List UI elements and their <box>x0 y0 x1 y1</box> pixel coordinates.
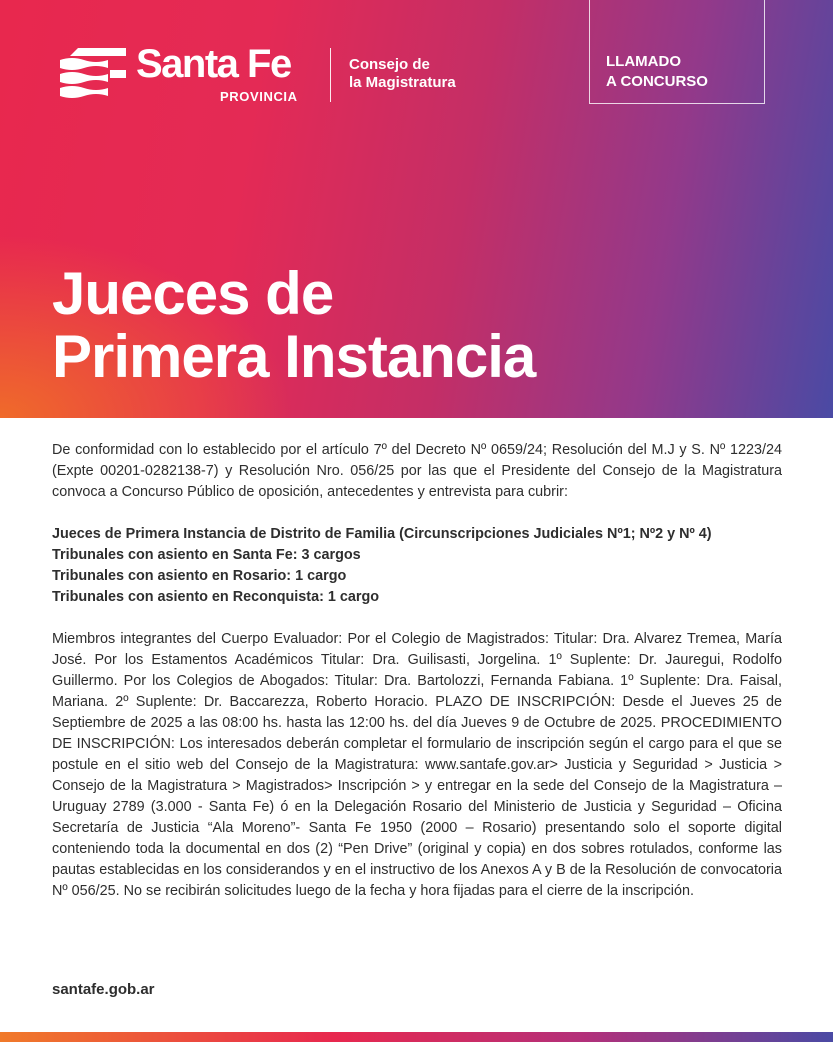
position-item: Tribunales con asiento en Santa Fe: 3 cargos <box>52 547 361 563</box>
org-line-2: la Magistratura <box>349 74 456 91</box>
page-title <box>52 262 535 388</box>
logo-divider <box>330 48 331 102</box>
logo-name: Santa Fe <box>136 42 291 86</box>
llamado-text <box>606 52 708 92</box>
organization-name <box>349 56 456 92</box>
org-line-1: Consejo de <box>349 56 430 73</box>
bottom-gradient-bar <box>0 1032 833 1042</box>
badge-line-1: LLAMADO <box>606 53 681 70</box>
details-paragraph: Miembros integrantes del Cuerpo Evaluador: Por el Colegio de Magistrados: Titular: Dra. Alvarez Tremea, María José. Por los Estamentos Académicos Titular: Dra. Guilisasti, Jorgelina. 1º Suplente: Dr. Jauregui, Rodolfo Guillermo. Por los Colegios de Abogados: Titular: Dra. Bartolozzi, Fernanda Fabiana. 1º Suplente: Dra. Faisal, Mariana. 2º Suplente: Dr. Baccarezza, Roberto Horacio. PLAZO DE INSCRIPCIÓN: Desde el Jueves 25 de Septiembre de 2025 a las 08:00 hs. hasta las 12:00 hs. del día Jueves 9 de Octubre de 2025. PROCEDIMIENTO DE INSCRIPCIÓN: Los interesados deberán completar el formulario de inscripción según el cargo para el que se postule en el sitio web del Consejo de la Magistratura: www.santafe.gov.ar> Justicia y Seguridad > Justicia > Consejo de la Magistratura > Magistrados> Inscripción > y entregar en la sede del Consejo de la Magistratura – Uruguay 2789 (3.000 - Santa Fe) ó en la Delegación Rosario del Ministerio de Justicia y Seguridad – Oficina Secretaría de Justicia “Ala Moreno”- Santa Fe 1950 (2000 – Rosario) presentando solo el soporte digital conteniendo toda la documental en dos (2) “Pen Drive” (original y copia) en dos sobres rotulados, conforme las pautas establecidas en los considerandos y en el instructivo de los Anexos A y B de la Resolución de convocatoria Nº 056/25. No se recibirán solicitudes luego de la fecha y hora fijadas para el cierre de la inscripción. <box>52 631 782 899</box>
intro-paragraph: De conformidad con lo establecido por el artículo 7º del Decreto Nº 0659/24; Resolución del M.J y S. Nº 1223/24 (Expte 00201-0282138-7) y Resolución Nro. 056/25 por las que el Presidente del Consejo de la Magistratura convoca a Concurso Público de oposición, antecedentes y entrevista para cubrir: <box>52 442 782 500</box>
badge-line-2: A CONCURSO <box>606 73 708 90</box>
main-content <box>52 440 782 902</box>
santa-fe-logo-icon <box>58 46 128 104</box>
footer-url: santafe.gob.ar <box>52 981 155 998</box>
position-item: Tribunales con asiento en Rosario: 1 cargo <box>52 568 347 584</box>
title-line-2: Primera Instancia <box>52 323 536 390</box>
llamado-badge <box>589 0 765 104</box>
position-item: Tribunales con asiento en Reconquista: 1 cargo <box>52 589 380 605</box>
title-line-1: Jueces de <box>52 260 334 327</box>
logo-subtitle: PROVINCIA <box>220 89 298 104</box>
positions-list <box>52 524 782 608</box>
position-item: Jueces de Primera Instancia de Distrito de Familia (Circunscripciones Judiciales Nº1; Nº2 y Nº 4) <box>52 526 712 542</box>
header-banner <box>0 0 833 418</box>
